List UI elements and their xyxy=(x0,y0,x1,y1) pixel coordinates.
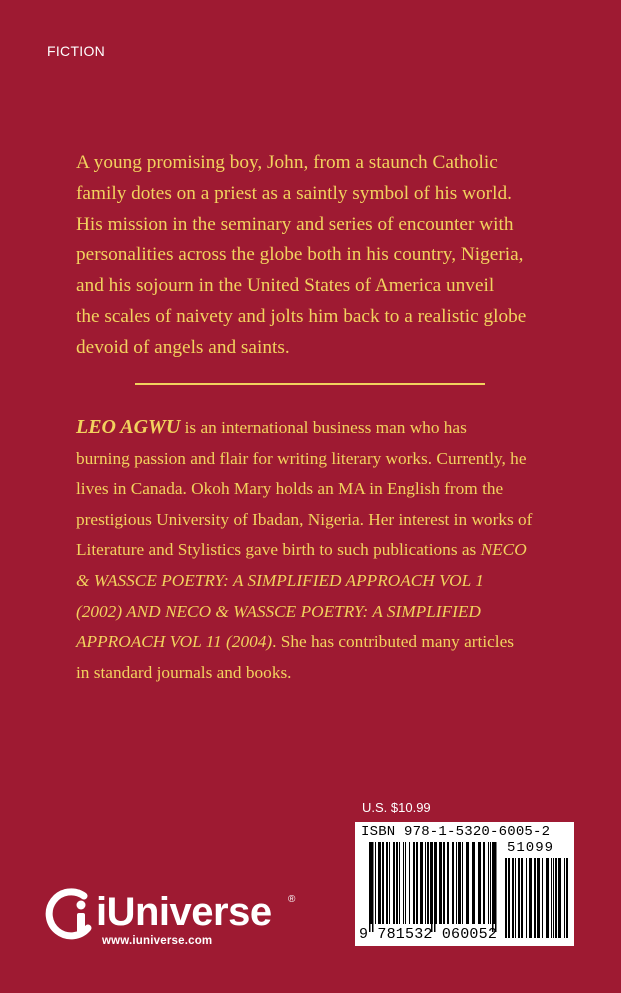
publisher-name: iUniverse xyxy=(96,890,272,934)
publisher-url: www.iuniverse.com xyxy=(102,935,213,947)
bio-text: . She has contributed many articles xyxy=(272,632,514,652)
barcode-addon-digits: 51099 xyxy=(507,840,555,856)
synopsis-line: family dotes on a priest as a saintly symbol of his world. xyxy=(76,182,512,204)
bio-line: prestigious University of Ibadan, Nigeria. Her interest in works of xyxy=(76,509,533,529)
publication-title: (2002) AND NECO & WASSCE POETRY: A SIMPLIFIED xyxy=(76,601,481,621)
section-divider xyxy=(135,383,485,385)
price-label: U.S. $10.99 xyxy=(362,800,431,815)
bio-text: Literature and Stylistics gave birth to such publications as xyxy=(76,540,481,560)
bio-text: is an international business man who has xyxy=(180,418,467,437)
synopsis-line: devoid of angels and saints. xyxy=(76,336,290,358)
synopsis-line: the scales of naivety and jolts him back to a realistic globe xyxy=(76,305,527,327)
bio-line xyxy=(76,412,546,444)
registered-mark: ® xyxy=(288,894,296,905)
genre-label: FICTION xyxy=(47,43,106,59)
synopsis-line: A young promising boy, John, from a staunch Catholic xyxy=(76,152,498,173)
publication-title: APPROACH VOL 11 (2004) xyxy=(76,632,273,652)
publisher-logo xyxy=(44,888,304,958)
isbn-barcode xyxy=(355,822,574,946)
author-name: LEO AGWU xyxy=(76,416,181,438)
synopsis-line: and his sojourn in the United States of America unveil xyxy=(76,275,495,297)
barcode-ean-digits: 9 781532 060052 xyxy=(359,926,498,943)
bio-line: burning passion and flair for writing literary works. Currently, he xyxy=(76,448,527,468)
synopsis-line: His mission in the seminary and series of encounter with xyxy=(76,213,514,235)
bio-line xyxy=(76,627,546,658)
isbn-number: ISBN 978-1-5320-6005-2 xyxy=(361,824,551,840)
publication-title: NECO xyxy=(480,540,527,560)
bio-line xyxy=(76,535,546,566)
iuniverse-logo-icon xyxy=(44,888,96,940)
publication-title: & WASSCE POETRY: A SIMPLIFIED APPROACH VOL 1 xyxy=(76,570,484,590)
bio-line: in standard journals and books. xyxy=(76,662,292,682)
bio-line: lives in Canada. Okoh Mary holds an MA in English from the xyxy=(76,479,504,499)
synopsis-line: personalities across the globe both in his country, Nigeria, xyxy=(76,244,524,266)
author-bio xyxy=(76,412,546,688)
synopsis-paragraph xyxy=(76,148,546,364)
